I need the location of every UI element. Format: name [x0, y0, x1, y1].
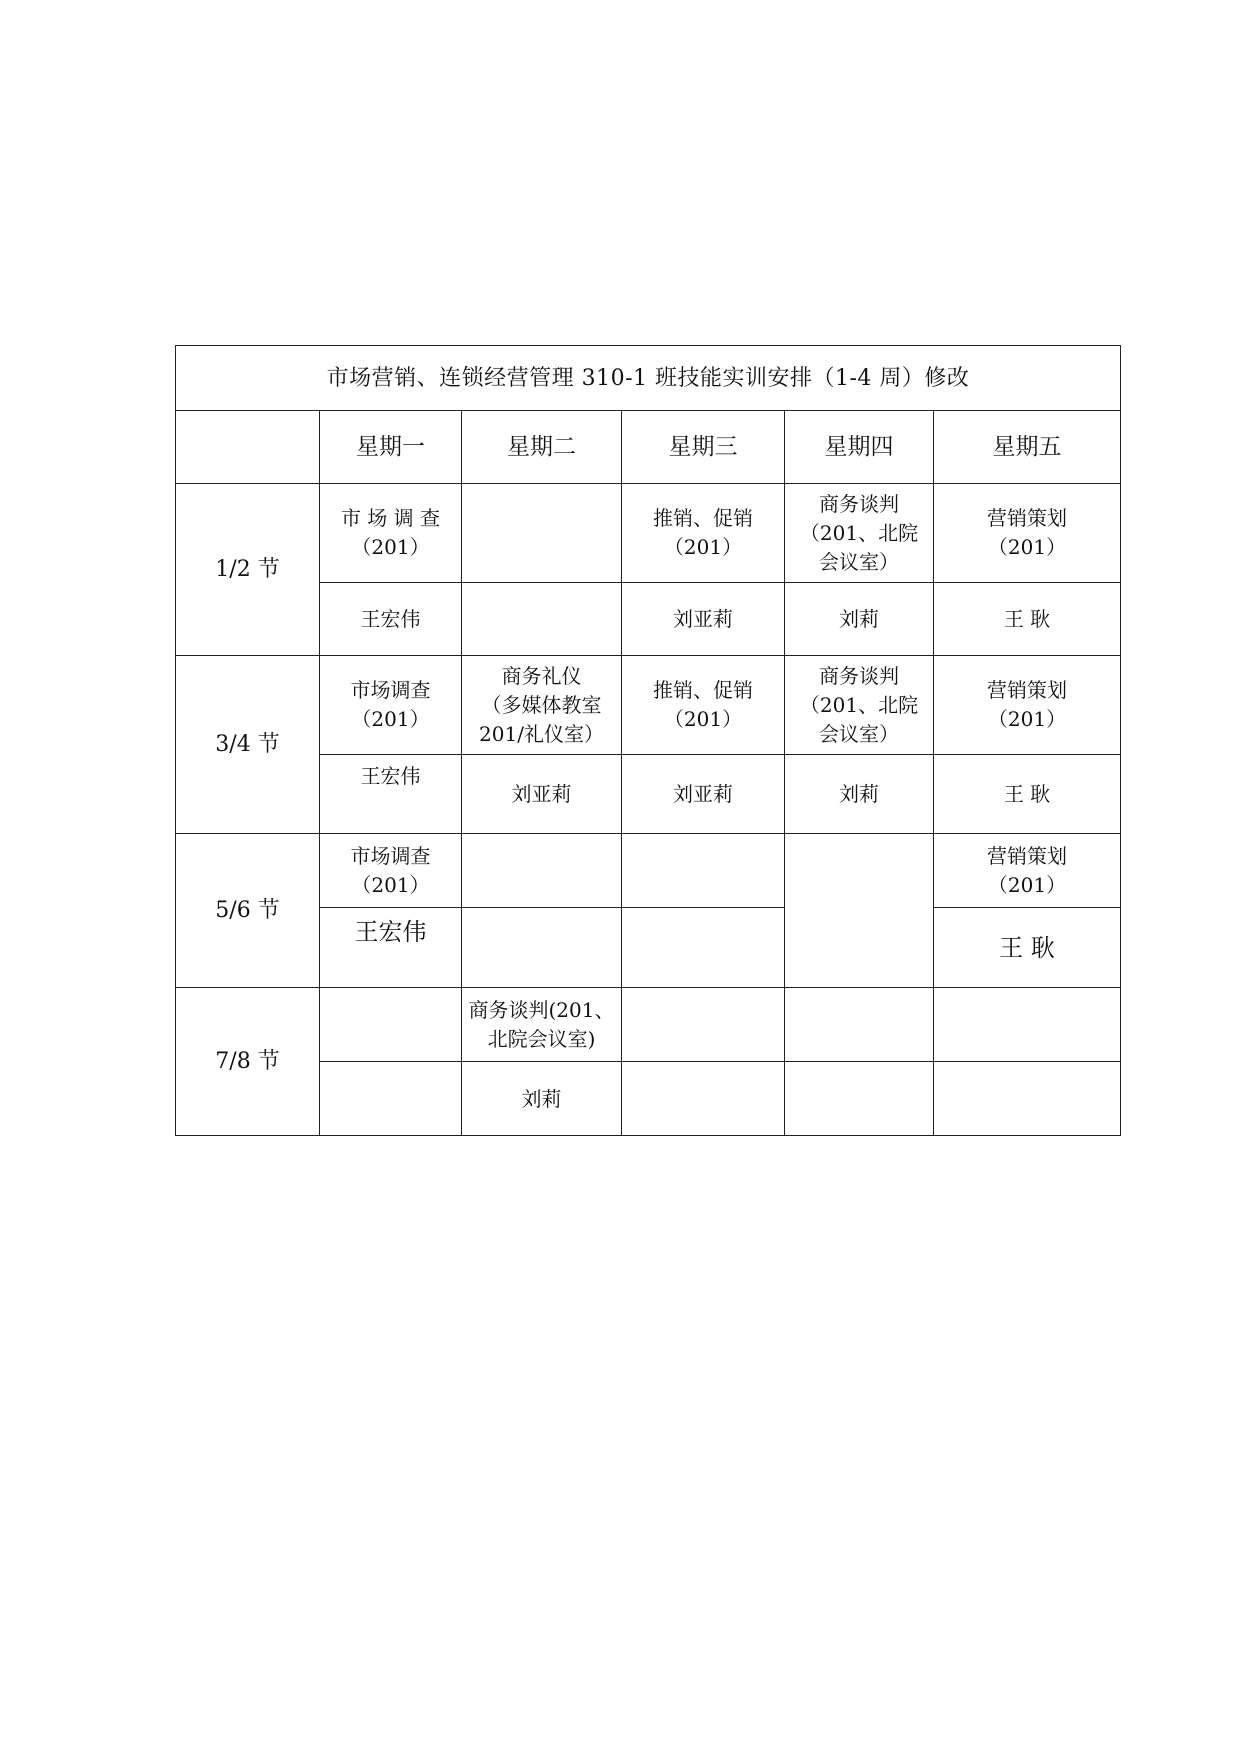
p56-course-row	[176, 834, 1121, 908]
course-room: （201、北院	[799, 692, 919, 717]
course-name: 推销、促销	[653, 678, 753, 702]
day-header-mon: 星期一	[320, 411, 462, 484]
course-room: 北院会议室)	[487, 1026, 596, 1051]
course-room: （201）	[663, 535, 743, 559]
course-room: （201）	[987, 872, 1067, 897]
day-header-fri: 星期五	[934, 411, 1121, 484]
table-title: 市场营销、连锁经营管理 310-1 班技能实训安排（1-4 周）修改	[176, 346, 1121, 411]
p56-wed-course	[622, 834, 785, 908]
p12-wed-teacher: 刘亚莉	[622, 583, 785, 656]
course-room: （201）	[987, 707, 1067, 731]
p34-mon-teacher: 王宏伟	[320, 755, 462, 834]
p34-thu-course	[785, 656, 934, 755]
day-header-tue: 星期二	[462, 411, 622, 484]
p12-fri-teacher: 王 耿	[934, 583, 1121, 656]
course-name: 商务谈判(201、	[468, 997, 615, 1022]
course-name: 营销策划	[987, 843, 1067, 868]
p78-mon-teacher	[320, 1062, 462, 1136]
course-name: 营销策划	[987, 506, 1067, 530]
course-name: 商务谈判	[819, 663, 899, 688]
p78-fri-course	[934, 988, 1121, 1062]
p12-tue-course	[462, 484, 622, 583]
course-name: 市 场 调 查	[340, 506, 441, 530]
p78-thu-course	[785, 988, 934, 1062]
course-name: 市场调查	[350, 678, 431, 702]
p56-tue-teacher	[462, 908, 622, 988]
header-row	[176, 411, 1121, 484]
p78-wed-teacher	[622, 1062, 785, 1136]
course-room-cont: 会议室）	[819, 721, 899, 746]
period-label-p56: 5/6 节	[176, 834, 320, 988]
p56-tue-course	[462, 834, 622, 908]
p12-fri-course	[934, 484, 1121, 583]
course-room: （多媒体教室	[481, 692, 602, 717]
p56-fri-course	[934, 834, 1121, 908]
training-schedule-table	[175, 345, 1121, 1136]
course-name: 推销、促销	[653, 506, 753, 530]
p12-tue-teacher	[462, 583, 622, 656]
p34-thu-teacher: 刘莉	[785, 755, 934, 834]
p34-tue-course	[462, 656, 622, 755]
p34-fri-course	[934, 656, 1121, 755]
p56-mon-course	[320, 834, 462, 908]
p78-course-row	[176, 988, 1121, 1062]
p12-course-row	[176, 484, 1121, 583]
course-room: （201）	[663, 707, 743, 731]
period-label-p78: 7/8 节	[176, 988, 320, 1136]
course-room: （201、北院	[799, 520, 919, 545]
p56-wed-teacher	[622, 908, 785, 988]
p78-tue-teacher: 刘莉	[462, 1062, 622, 1136]
p12-thu-course	[785, 484, 934, 583]
course-name: 商务礼仪	[501, 663, 582, 688]
corner-cell	[176, 411, 320, 484]
p78-mon-course	[320, 988, 462, 1062]
p34-course-row	[176, 656, 1121, 755]
title-row	[176, 346, 1121, 411]
p12-mon-course	[320, 484, 462, 583]
course-name: 市场调查	[350, 843, 431, 868]
p78-fri-teacher	[934, 1062, 1121, 1136]
p12-wed-course	[622, 484, 785, 583]
course-name: 营销策划	[987, 678, 1067, 702]
p12-mon-teacher: 王宏伟	[320, 583, 462, 656]
p34-wed-course	[622, 656, 785, 755]
course-name: 商务谈判	[819, 491, 899, 516]
p56-mon-teacher: 王宏伟	[320, 908, 462, 988]
day-header-thu: 星期四	[785, 411, 934, 484]
course-room-cont: 会议室）	[819, 549, 899, 574]
course-room: （201）	[987, 535, 1067, 559]
course-room: （201）	[351, 707, 430, 731]
p34-fri-teacher: 王 耿	[934, 755, 1121, 834]
p34-mon-course	[320, 656, 462, 755]
period-label-p12: 1/2 节	[176, 484, 320, 656]
p78-wed-course	[622, 988, 785, 1062]
course-room: （201）	[351, 872, 430, 897]
p78-thu-teacher	[785, 1062, 934, 1136]
p78-tue-course	[462, 988, 622, 1062]
course-room-cont: 201/礼仪室）	[479, 721, 604, 746]
p56-thu-merged	[785, 834, 934, 988]
p56-fri-teacher: 王 耿	[934, 908, 1121, 988]
day-header-wed: 星期三	[622, 411, 785, 484]
period-label-p34: 3/4 节	[176, 656, 320, 834]
p12-thu-teacher: 刘莉	[785, 583, 934, 656]
p34-wed-teacher: 刘亚莉	[622, 755, 785, 834]
p34-tue-teacher: 刘亚莉	[462, 755, 622, 834]
course-room: （201）	[351, 535, 430, 559]
